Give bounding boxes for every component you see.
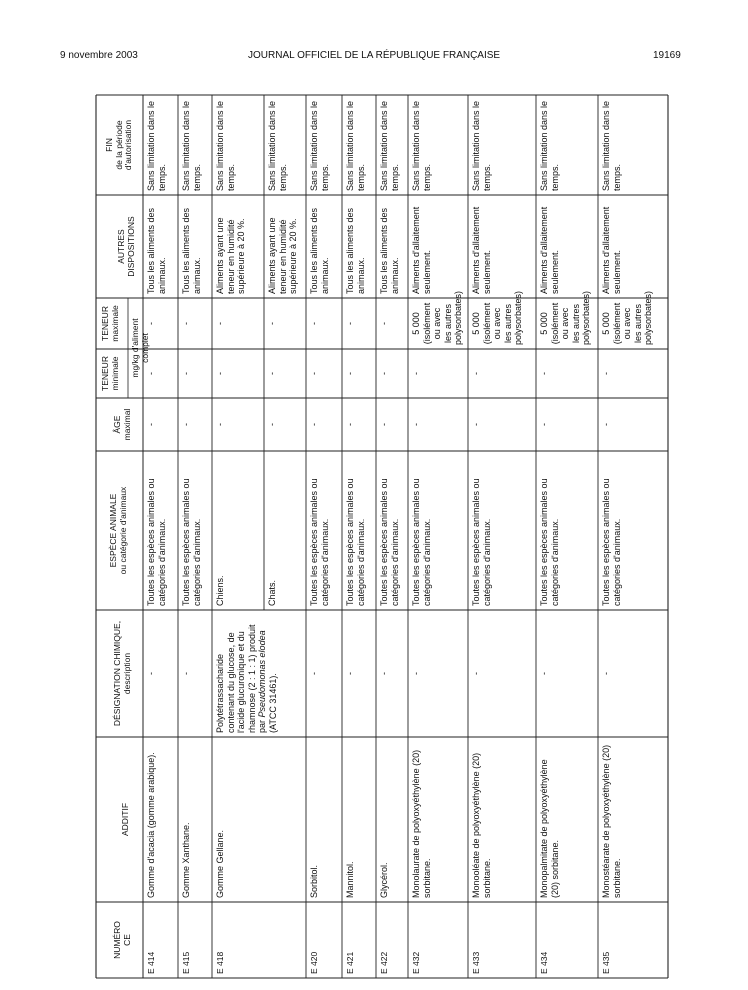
cell-teneur-min: - [539, 372, 549, 375]
cell-additif: Monostéarate de polyoxyéthylène (20) sorbitane. [601, 744, 622, 898]
cell-fin: Sans limitation dans le temps. [267, 100, 288, 191]
cell-designation: - [345, 672, 355, 675]
cell-teneur-min: - [379, 372, 389, 375]
cell-fin: Sans limitation dans le temps. [215, 100, 236, 191]
cell-additif: Gomme d'acacia (gomme arabique). [146, 752, 156, 898]
cell-designation: Polytétrassacharide contenant du glucose, de l'acide glucuronique et du rhamnose (2 : 1 : 1) produit par Pseudomonas elodea (ATCC 31461). [215, 624, 278, 733]
publication-date: 9 novembre 2003 [60, 50, 138, 61]
cell-autres: Aliments d'allaitement seulement. [471, 206, 492, 294]
cell-numero: E 435 [601, 951, 611, 974]
cell-fin: Sans limitation dans le temps. [345, 100, 366, 191]
cell-age: - [215, 423, 225, 426]
cell-espece: Chiens. [215, 575, 225, 606]
cell-espece: Toutes les espèces animales ou catégories d'animaux. [146, 478, 167, 606]
cell-autres: Tous les aliments des animaux. [379, 207, 400, 294]
cell-designation: - [309, 672, 319, 675]
header-additif: ADDITIF [120, 802, 130, 837]
cell-numero: E 433 [471, 951, 481, 974]
cell-designation: - [539, 672, 549, 675]
header-fin: FIN de la période d'autorisation [104, 119, 133, 171]
cell-teneur-min: - [345, 372, 355, 375]
cell-additif: Glycérol. [379, 862, 389, 898]
cell-additif: Monolaurate de polyoxyéthylène (20) sorbitane. [411, 749, 432, 898]
cell-teneur-max: 5 000 (isolément ou avec les autres polysorbates) [471, 290, 523, 345]
journal-title: JOURNAL OFFICIEL DE LA RÉPUBLIQUE FRANÇAISE [248, 50, 501, 61]
cell-additif: Monooléate de polyoxyéthylène (20) sorbitane. [471, 752, 492, 898]
cell-teneur-min: - [267, 372, 277, 375]
cell-numero: E 420 [309, 951, 319, 974]
cell-autres: Tous les aliments des animaux. [309, 207, 330, 294]
cell-age: - [411, 423, 421, 426]
cell-espece: Toutes les espèces animales ou catégories d'animaux. [379, 478, 400, 606]
page-number: 19169 [653, 50, 681, 61]
cell-designation: - [379, 672, 389, 675]
cell-teneur-min: - [601, 372, 611, 375]
cell-espece: Toutes les espèces animales ou catégories d'animaux. [539, 478, 560, 606]
cell-age: - [601, 423, 611, 426]
cell-fin: Sans limitation dans le temps. [146, 100, 167, 191]
cell-autres: Aliments d'allaitement seulement. [411, 206, 432, 294]
cell-fin: Sans limitation dans le temps. [379, 100, 400, 191]
cell-espece: Toutes les espèces animales ou catégories d'animaux. [601, 478, 622, 606]
cell-numero: E 421 [345, 951, 355, 974]
cell-fin: Sans limitation dans le temps. [601, 100, 622, 191]
cell-espece: Chats. [267, 579, 277, 606]
cell-additif: Gomme Xanthane. [181, 822, 191, 898]
cell-espece: Toutes les espèces animales ou catégories d'animaux. [471, 478, 492, 606]
cell-numero: E 415 [181, 951, 191, 974]
cell-age: - [345, 423, 355, 426]
cell-autres: Tous les aliments des animaux. [146, 207, 167, 294]
cell-autres: Aliments d'allaitement seulement. [539, 206, 560, 294]
cell-autres: Aliments ayant une teneur en humidité supérieure à 20 %. [267, 217, 298, 294]
cell-age: - [146, 423, 156, 426]
cell-numero: E 418 [215, 951, 225, 974]
cell-teneur-min: - [215, 372, 225, 375]
header-numero: NUMÉRO CE [112, 921, 132, 959]
cell-teneur-min: - [146, 372, 156, 375]
cell-designation: - [471, 672, 481, 675]
header-espece: ESPÈCE ANIMALE ou catégorie d'animaux [108, 486, 128, 575]
cell-espece: Toutes les espèces animales ou catégories d'animaux. [345, 478, 366, 606]
cell-fin: Sans limitation dans le temps. [309, 100, 330, 191]
cell-designation: - [181, 672, 191, 675]
header-designation: DÉSIGNATION CHIMIQUE, description [112, 620, 132, 727]
cell-teneur-max: - [146, 322, 156, 325]
cell-numero: E 434 [539, 951, 549, 974]
cell-teneur-max: 5 000 (isolément ou avec les autres polysorbates) [411, 290, 463, 345]
cell-espece: Toutes les espèces animales ou catégories d'animaux. [411, 478, 432, 606]
cell-teneur-max: - [181, 322, 191, 325]
header-unit: mg/kg d'aliment complet [130, 318, 150, 378]
cell-additif: Monopalmitate de polyoxyéthylène (20) sorbitane. [539, 759, 560, 898]
cell-fin: Sans limitation dans le temps. [539, 100, 560, 191]
cell-fin: Sans limitation dans le temps. [411, 100, 432, 191]
cell-teneur-min: - [471, 372, 481, 375]
cell-designation: - [411, 672, 421, 675]
cell-autres: Tous les aliments des animaux. [345, 207, 366, 294]
cell-age: - [471, 423, 481, 426]
cell-numero: E 432 [411, 951, 421, 974]
cell-teneur-max: - [345, 322, 355, 325]
cell-additif: Gomme Gellane. [215, 829, 225, 898]
cell-age: - [267, 423, 277, 426]
cell-designation: - [146, 672, 156, 675]
cell-additif: Mannitol. [345, 861, 355, 898]
header-teneur-max: TENEUR maximale [100, 305, 120, 342]
cell-numero: E 414 [146, 951, 156, 974]
header-autres: AUTRES DISPOSITIONS [116, 216, 136, 277]
cell-age: - [181, 423, 191, 426]
cell-espece: Toutes les espèces animales ou catégories d'animaux. [181, 478, 202, 606]
cell-teneur-max: - [309, 322, 319, 325]
cell-teneur-max: 5 000 (isolément ou avec les autres polysorbates) [601, 290, 653, 345]
cell-autres: Aliments ayant une teneur en humidité supérieure à 20 %. [215, 217, 246, 294]
header-teneur-min: TENEUR minimale [100, 356, 120, 391]
cell-autres: Tous les aliments des animaux. [181, 207, 202, 294]
header-age: ÂGE maximal [112, 408, 132, 441]
cell-teneur-max: - [379, 322, 389, 325]
cell-teneur-min: - [411, 372, 421, 375]
cell-numero: E 422 [379, 951, 389, 974]
cell-designation: - [601, 672, 611, 675]
cell-teneur-min: - [309, 372, 319, 375]
cell-espece: Toutes les espèces animales ou catégories d'animaux. [309, 478, 330, 606]
cell-age: - [539, 423, 549, 426]
cell-teneur-max: - [215, 322, 225, 325]
cell-autres: Aliments d'allaitement seulement. [601, 206, 622, 294]
cell-teneur-min: - [181, 372, 191, 375]
cell-age: - [379, 423, 389, 426]
cell-age: - [309, 423, 319, 426]
cell-additif: Sorbitol. [309, 864, 319, 898]
cell-teneur-max: - [267, 322, 277, 325]
cell-fin: Sans limitation dans le temps. [471, 100, 492, 191]
cell-fin: Sans limitation dans le temps. [181, 100, 202, 191]
cell-teneur-max: 5 000 (isolément ou avec les autres polysorbates) [539, 290, 591, 345]
